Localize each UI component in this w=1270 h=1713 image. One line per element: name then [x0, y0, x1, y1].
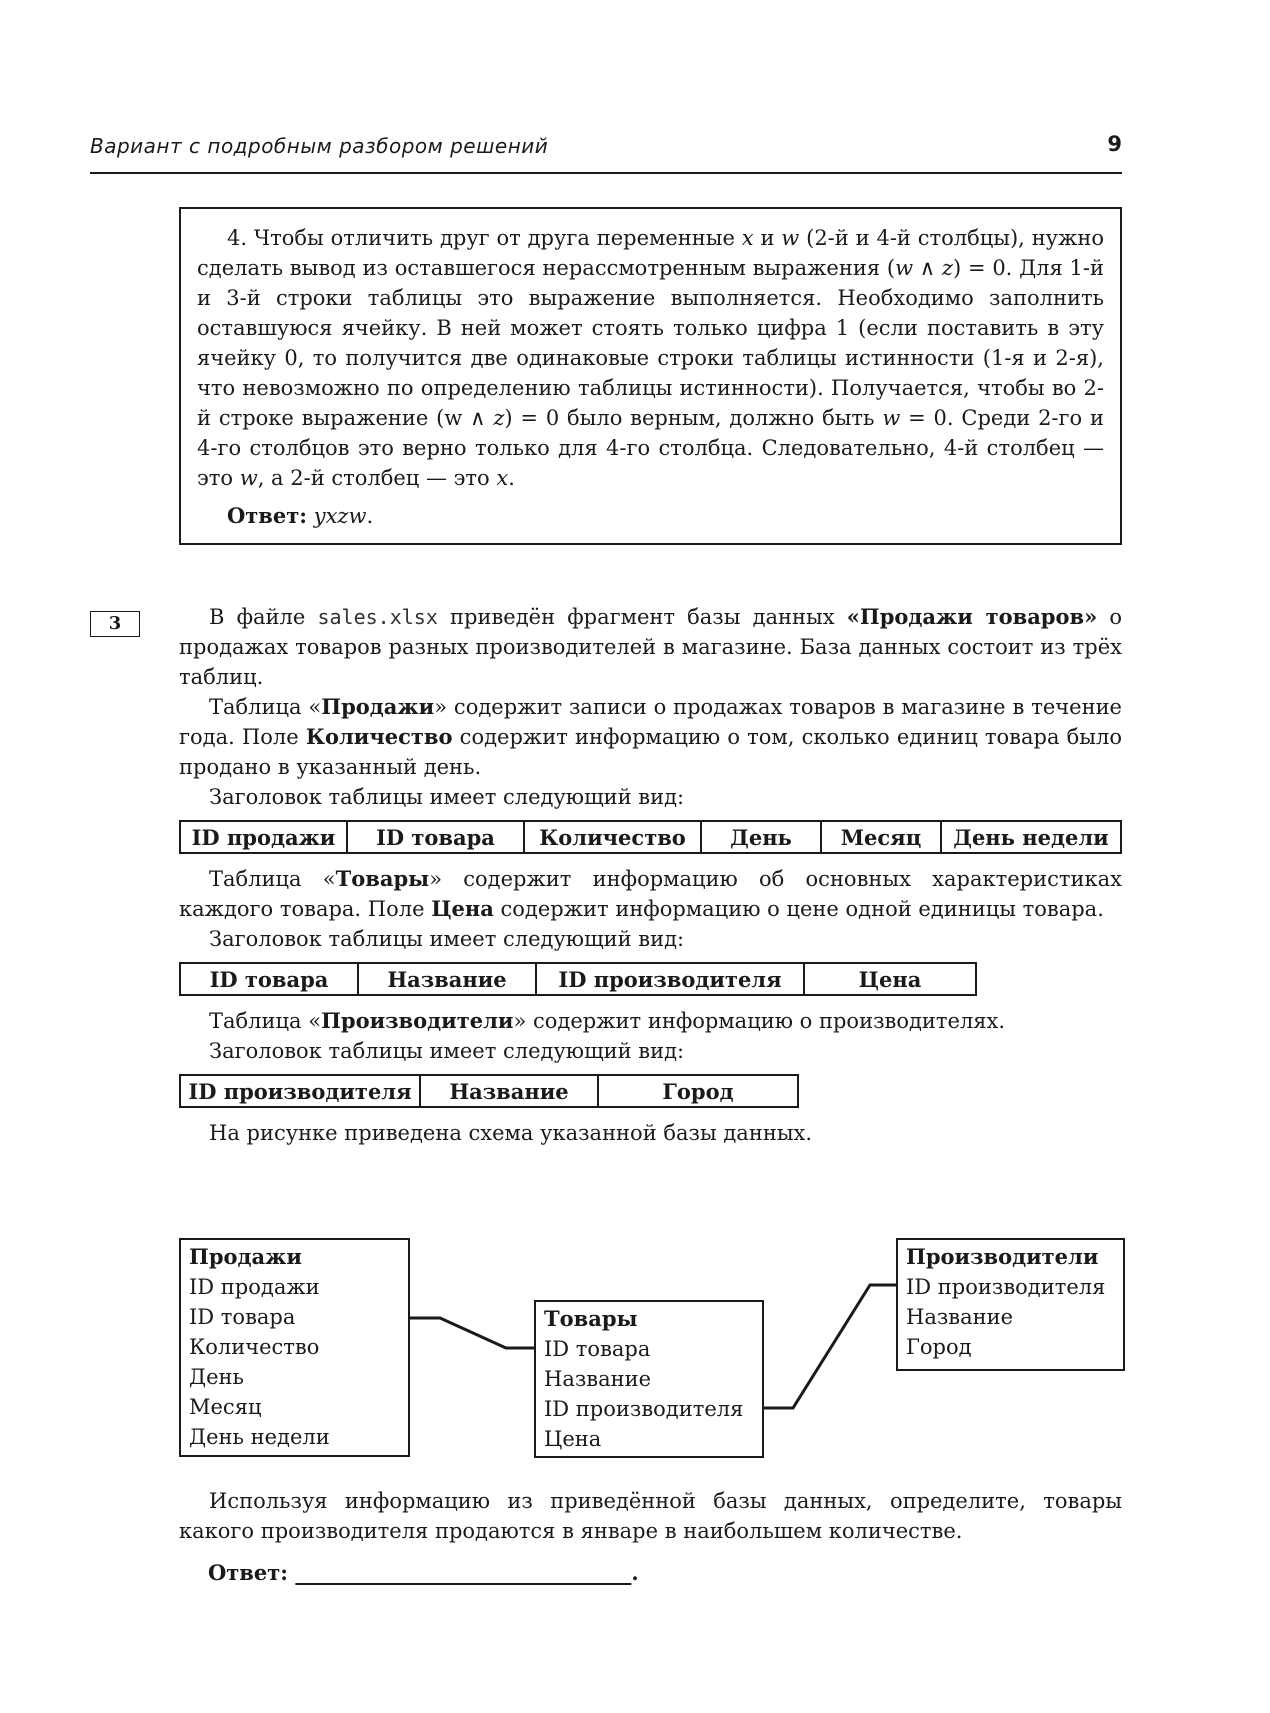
column-header: ID продажи [180, 821, 347, 853]
task-number-badge: 3 [90, 611, 140, 637]
header-intro: Заголовок таблицы имеет следующий вид: [209, 1039, 685, 1063]
page-header-title: Вариант с подробным разбором решений [90, 134, 549, 158]
goods-header-table [179, 962, 977, 996]
sales-table-description: Таблица «Продажи» содержит записи о продажах товаров в магазине в течение года. Поле Количество содержит информацию о том, сколько единиц товара было продано в указанный день. [179, 694, 1122, 779]
column-header: Город [598, 1075, 798, 1107]
entity-field: ID производителя [906, 1275, 1106, 1299]
page-number: 9 [1107, 132, 1122, 156]
connector-goods-makers [763, 1285, 896, 1408]
column-header: ID товара [347, 821, 524, 853]
entity-field: Цена [544, 1427, 602, 1451]
header-intro: Заголовок таблицы имеет следующий вид: [209, 927, 685, 951]
sales-header-table [179, 820, 1122, 854]
entity-title: Товары [544, 1306, 638, 1331]
entity-title: Продажи [189, 1244, 302, 1269]
makers-header-table [179, 1074, 799, 1108]
column-header: Название [358, 963, 536, 995]
column-header: День [701, 821, 821, 853]
task-intro: В файле sales.xlsx приведён фрагмент базы данных «Продажи товаров» о продажах товаров разных производителей в магазине. База данных состоит из трёх таблиц. [179, 604, 1122, 689]
column-header: Название [420, 1075, 598, 1107]
entity-field: Город [906, 1335, 972, 1359]
task-body [179, 602, 1122, 1148]
column-header: ID производителя [180, 1075, 420, 1107]
column-header: День недели [941, 821, 1121, 853]
entity-field: Название [544, 1367, 652, 1391]
column-header: ID товара [180, 963, 358, 995]
entity-field: ID производителя [544, 1397, 744, 1421]
column-header: Количество [524, 821, 701, 853]
makers-table-description: Таблица «Производители» содержит информацию о производителях. [209, 1008, 1006, 1033]
entity-makers [896, 1238, 1125, 1371]
entity-field: Месяц [189, 1395, 262, 1419]
connector-sales-goods [410, 1318, 534, 1348]
entity-field: Название [906, 1305, 1014, 1329]
answer-blank[interactable]: ________________________________ [295, 1560, 632, 1585]
entity-field: День недели [189, 1425, 330, 1449]
header-rule [90, 172, 1122, 174]
entity-field: ID товара [189, 1305, 296, 1329]
answer-line: Ответ: ________________________________. [208, 1560, 639, 1585]
entity-field: День [189, 1365, 244, 1389]
entity-field: ID продажи [189, 1275, 320, 1299]
solution-answer: Ответ: yxzw. [227, 503, 374, 528]
entity-title: Производители [906, 1244, 1099, 1269]
task-question: Используя информацию из приведённой базы данных, определите, товары какого производителя продаются в январе в наибольшем количестве. [179, 1489, 1122, 1543]
goods-table-description: Таблица «Товары» содержит информацию об основных характеристиках каждого товара. Поле Цена содержит информацию о цене одной единицы товара. [179, 866, 1122, 921]
entity-goods [534, 1300, 764, 1458]
header-intro: Заголовок таблицы имеет следующий вид: [209, 785, 685, 809]
entity-field: ID товара [544, 1337, 651, 1361]
solution-paragraph: 4. Чтобы отличить друг от друга переменные x и w (2-й и 4-й столбцы), нужно сделать вывод из оставшегося нерассмотренным выражения (w ∧ z) = 0. Для 1-й и 3-й строки таблицы это выражение выполняется. Необходимо заполнить оставшуюся ячейку. В ней может стоять только цифра 1 (если поставить в эту ячейку 0, то получится две одинаковые строки таблицы истинности (1-я и 2-я), что невозможно по определению таблицы истинности). Получается, чтобы во 2-й строке выражение (w ∧ z) = 0 было верным, должно быть w = 0. Среди 2-го и 4-го столбцов это верно только для 4-го столбца. Следовательно, 4-й столбец — это w, а 2-й столбец — это x. [197, 226, 1104, 490]
solution-box [179, 207, 1122, 545]
column-header: Месяц [821, 821, 941, 853]
entity-field: Количество [189, 1335, 320, 1359]
column-header: Цена [804, 963, 976, 995]
schema-intro: На рисунке приведена схема указанной базы данных. [209, 1121, 813, 1145]
column-header: ID производителя [536, 963, 804, 995]
entity-sales [179, 1238, 410, 1457]
